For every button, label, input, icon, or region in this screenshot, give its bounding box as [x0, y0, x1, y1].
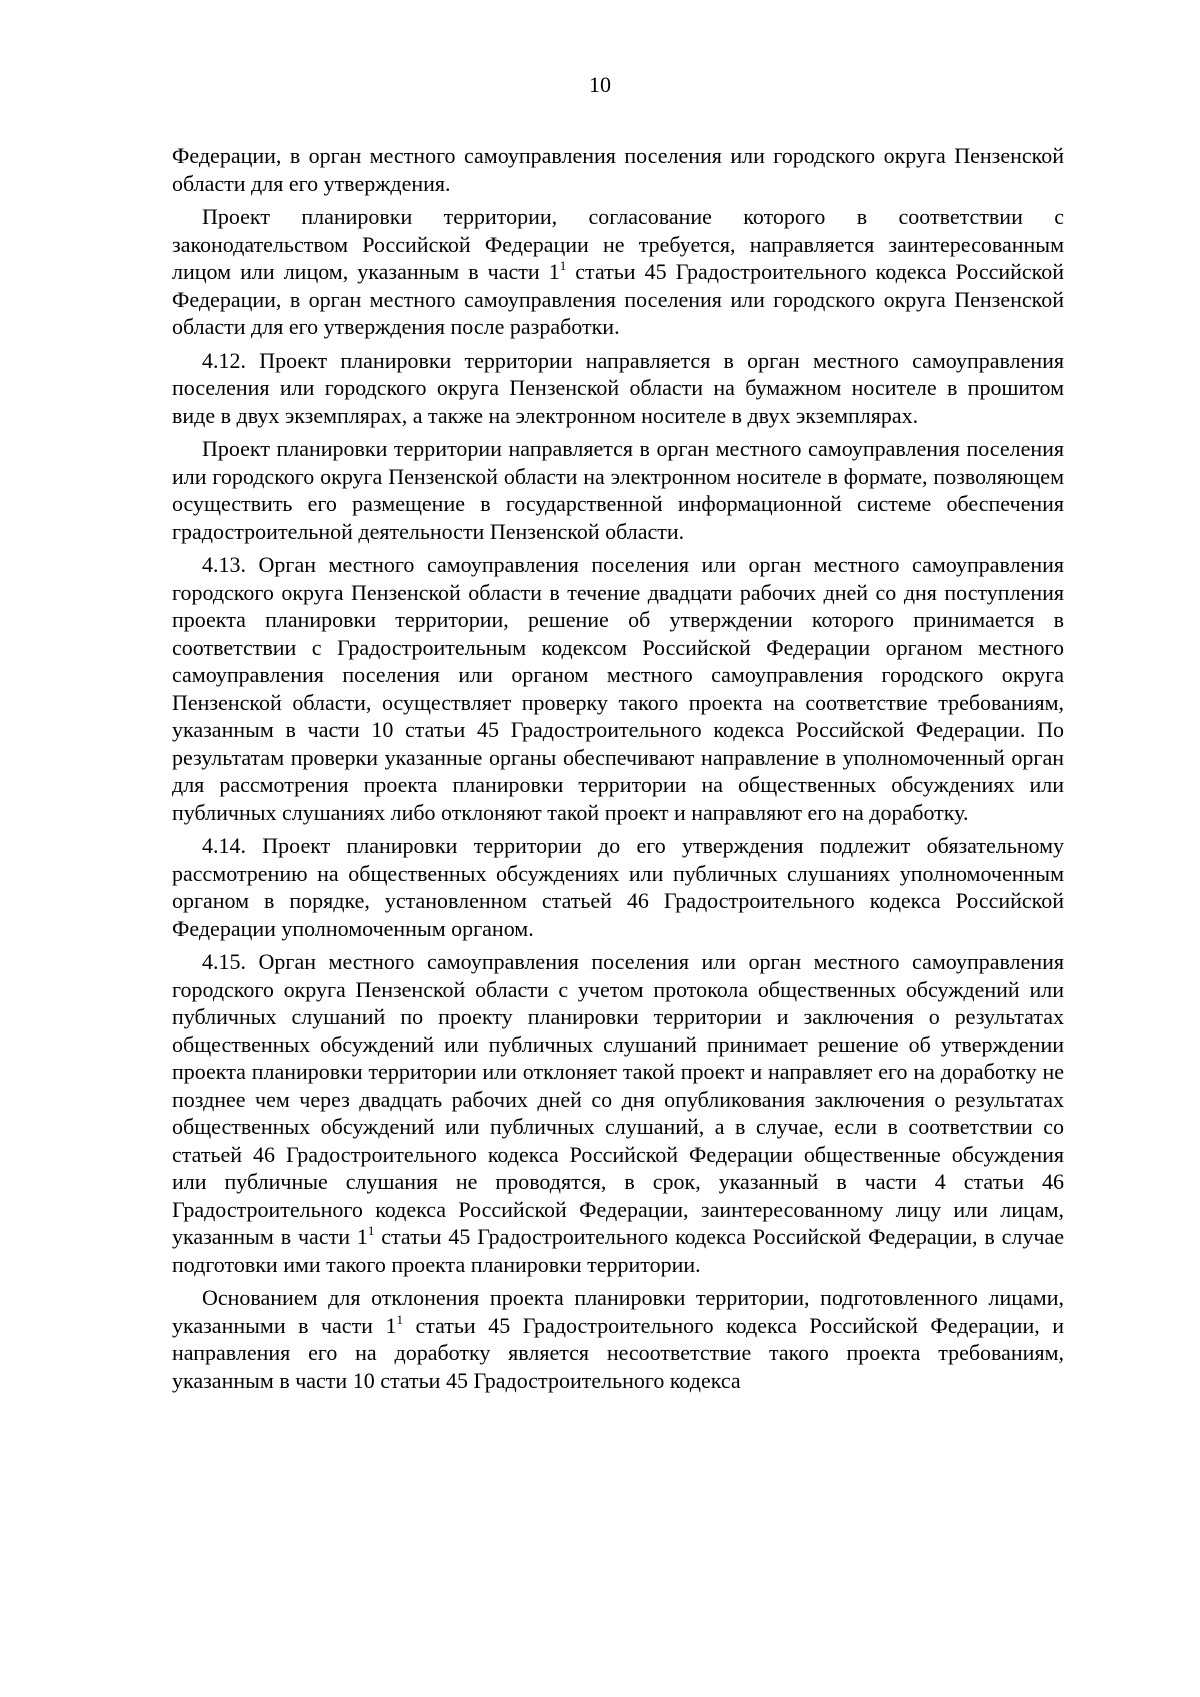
paragraph — [172, 347, 1064, 430]
paragraph-text: статьи 45 Градостроительного кодекса Российской Федерации, в случае подготовки ими такого проекта планировки территории. — [172, 1224, 1064, 1277]
paragraph — [172, 203, 1064, 341]
paragraph-text: Основанием для отклонения проекта планировки территории, подготовленного лицами, указанными в части 1 — [172, 1285, 1064, 1338]
paragraph — [172, 948, 1064, 1278]
paragraph — [172, 832, 1064, 942]
paragraph-text: 4.13. Орган местного самоуправления поселения или орган местного самоуправления городского округа Пензенской области в течение двадцати рабочих дней со дня поступления проекта планировки территории, решение об утверждении которого принимается в соответствии с Градостроительным кодексом Российской Федерации органом местного самоуправления поселения или органом местного самоуправления городского округа Пензенской области, осуществляет проверку такого проекта на соответствие требованиям, указанным в части 10 статьи 45 Градостроительного кодекса Российской Федерации. По результатам проверки указанные органы обеспечивают направление в уполномоченный орган для рассмотрения проекта планировки территории на общественных обсуждениях или публичных слушаниях либо отклоняют такой проект и направляют его на доработку. — [172, 552, 1064, 825]
paragraph-text: Проект планировки территории направляется в орган местного самоуправления поселения или городского округа Пензенской области на электронном носителе в формате, позволяющем осуществить его размещение в государственной информационной системе обеспечения градостроительной деятельности Пензенской области. — [172, 436, 1064, 544]
paragraph — [172, 551, 1064, 826]
superscript: 1 — [396, 1311, 403, 1327]
paragraph-text: 4.14. Проект планировки территории до его утверждения подлежит обязательному рассмотрению на общественных обсуждениях или публичных слушаниях уполномоченным органом в порядке, установленном статьей 46 Градостроительного кодекса Российской Федерации уполномоченным органом. — [172, 833, 1064, 941]
paragraph-text: статьи 45 Градостроительного кодекса Российской Федерации, и направления его на доработку является несоответствие такого проекта требованиям, указанным в части 10 статьи 45 Градостроительного кодекса — [172, 1312, 1064, 1393]
paragraph — [172, 435, 1064, 545]
paragraph — [172, 1284, 1064, 1394]
superscript: 1 — [559, 258, 567, 273]
superscript: 1 — [367, 1223, 375, 1238]
paragraph-text: Проект планировки территории, согласование которого в соответствии с законодательством Российской Федерации не требуется, направляется заинтересованным лицом или лицом, указанным в части 1 — [172, 204, 1064, 284]
paragraph-text: 4.15. Орган местного самоуправления поселения или орган местного самоуправления городского округа Пензенской области с учетом протокола общественных обсуждений или публичных слушаний по проекту планировки территории и заключения о результатах общественных обсуждений или публичных слушаний принимает решение об утверждении проекта планировки территории или отклоняет такой проект и направляет его на доработку не позднее чем через двадцать рабочих дней со дня опубликования заключения о результатах общественных обсуждений или публичных слушаний, а в случае, если в соответствии со статьей 46 Градостроительного кодекса Российской Федерации общественные обсуждения или публичные слушания не проводятся, в срок, указанный в части 4 статьи 46 Градостроительного кодекса Российской Федерации, заинтересованному лицу или лицам, указанным в части 1 — [172, 949, 1064, 1249]
paragraph-text: статьи 45 Градостроительного кодекса Российской Федерации, в орган местного самоуправления поселения или городского округа Пензенской области для его утверждения после разработки. — [172, 259, 1064, 339]
paragraph-text: 4.12. Проект планировки территории направляется в орган местного самоуправления поселения или городского округа Пензенской области на бумажном носителе в прошитом виде в двух экземплярах, а также на электронном носителе в двух экземплярах. — [172, 347, 1064, 428]
page-number: 10 — [589, 72, 611, 97]
paragraph-text: Федерации, в орган местного самоуправления поселения или городского округа Пензенской области для его утверждения. — [172, 143, 1064, 196]
paragraph — [172, 142, 1064, 197]
document-body — [172, 142, 1064, 1400]
